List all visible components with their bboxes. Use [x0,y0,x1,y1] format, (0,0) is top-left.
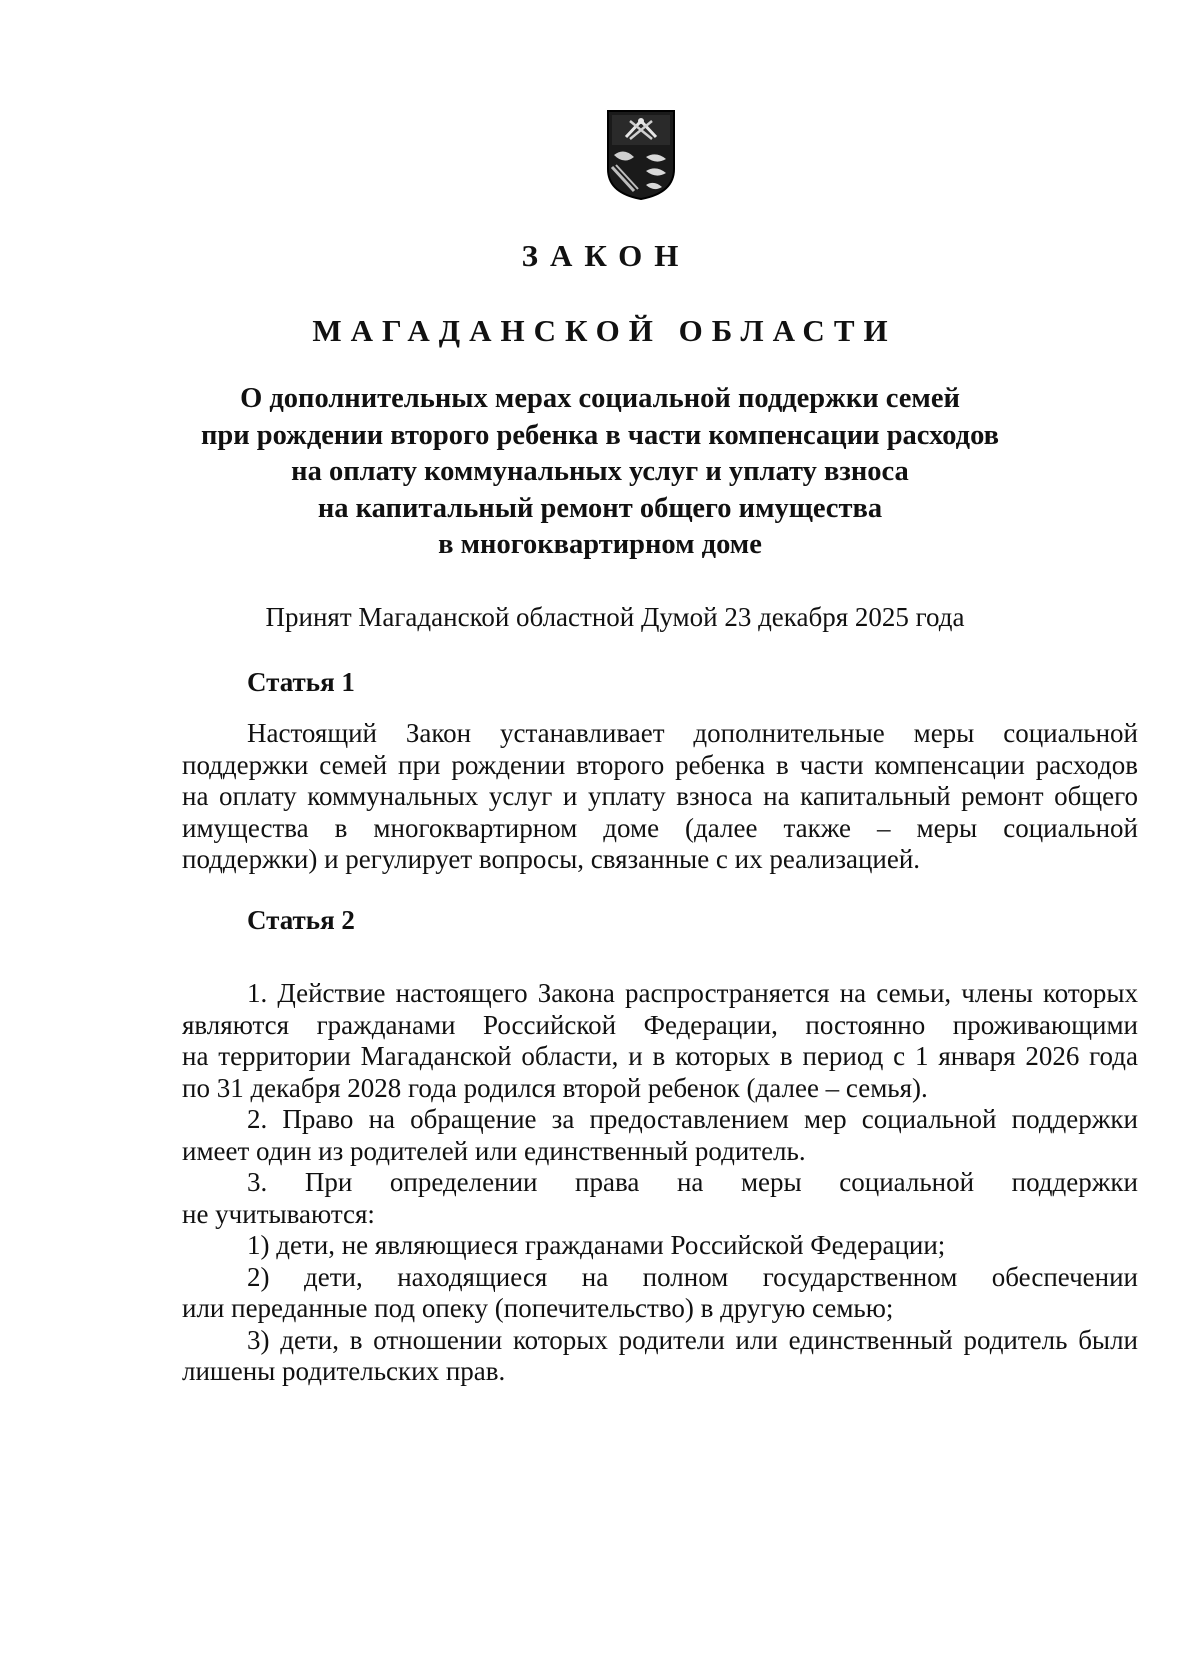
region-title: МАГАДАНСКОЙ ОБЛАСТИ [312,313,897,348]
text-line: поддержки) и регулирует вопросы, связанные с их реализацией. [182,844,921,874]
text-line: поддержки семей при рождении второго ребенка в части компенсации расходов [182,749,1138,780]
text-line: имеет один из родителей или единственный родитель. [182,1135,806,1166]
article-1-text [182,718,1138,876]
text-line: Настоящий Закон устанавливает дополнительные меры социальной [247,718,1138,748]
law-title-line: при рождении второго ребенка в части компенсации расходов [200,419,1000,451]
text-line: 1. Действие настоящего Закона распространяется на семьи, члены которых [247,978,1138,1008]
document-type-title: ЗАКОН [521,238,691,273]
text-line: или переданные под опеку (попечительство) в другую семью; [182,1293,894,1323]
text-line: 3) дети, в отношении которых родители или единственный родитель были [247,1324,1138,1355]
law-title-line: О дополнительных мерах социальной поддержки семей [240,383,960,414]
adoption-note: Принят Магаданской областной Думой 23 декабря 2025 года [265,602,965,632]
text-line: по 31 декабря 2028 года родился второй ребенок (далее – семья). [182,1072,928,1103]
law-title-line: в многоквартирном доме [438,529,762,560]
coat-of-arms-icon [604,107,678,201]
text-line: 1) дети, не являющиеся гражданами Российской Федерации; [247,1230,946,1260]
law-title-line: на капитальный ремонт общего имущества [317,492,883,524]
text-line: 2. Право на обращение за предоставлением мер социальной поддержки [247,1104,1138,1134]
text-line: лишены родительских прав. [182,1356,506,1386]
text-line: на территории Магаданской области, и в которых в период с 1 января 2026 года [182,1041,1138,1071]
text-line: 3. При определении права на меры социальной поддержки [247,1167,1138,1197]
text-line: имущества в многоквартирном доме (далее также – меры социальной [182,812,1138,843]
text-line: не учитываются: [182,1198,375,1229]
law-title-line: на оплату коммунальных услуг и уплату взноса [291,456,909,487]
text-line: 2) дети, находящиеся на полном государственном обеспечении [247,1261,1138,1292]
article-2-text [182,978,1138,1388]
article-1-heading: Статья 1 [247,667,355,697]
article-2-heading: Статья 2 [247,905,355,935]
law-title [150,381,1050,564]
text-line: являются гражданами Российской Федерации, постоянно проживающими [182,1009,1138,1040]
text-line: на оплату коммунальных услуг и уплату взноса на капитальный ремонт общего [182,781,1138,811]
